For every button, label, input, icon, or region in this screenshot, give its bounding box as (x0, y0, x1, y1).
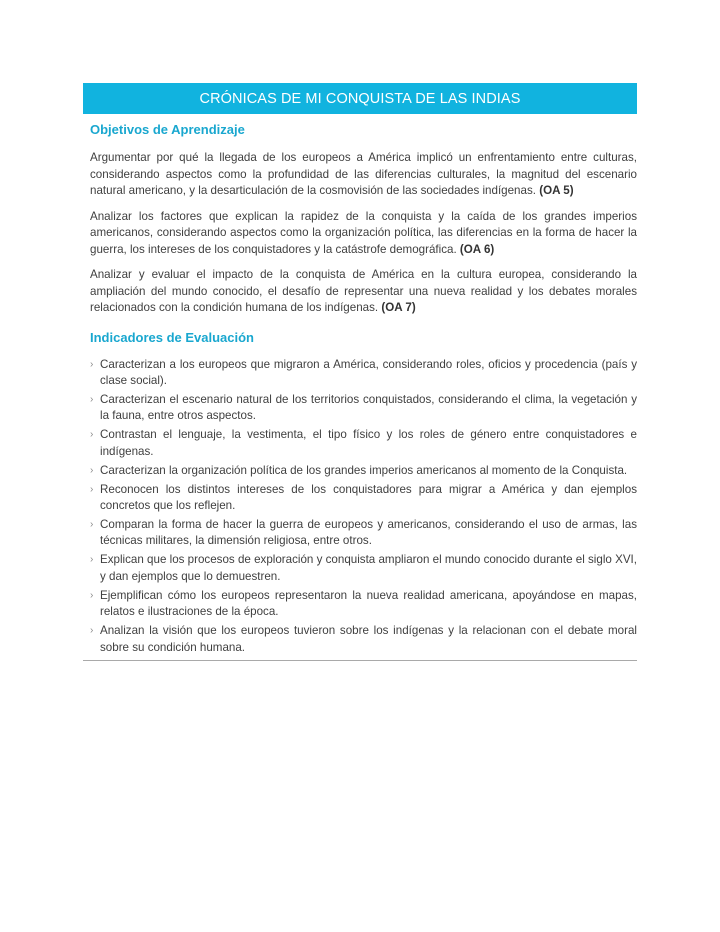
indicator-item (90, 623, 637, 656)
indicator-text: Explican que los procesos de exploración y conquista ampliaron el mundo conocido durante el siglo XVI, y dan ejemplos que lo demuestren. (100, 553, 637, 583)
objective-code: (OA 6) (459, 242, 495, 256)
indicator-item (90, 482, 637, 515)
indicator-item (90, 517, 637, 550)
bottom-divider (83, 660, 637, 661)
indicators-list (83, 357, 637, 657)
indicator-text: Comparan la forma de hacer la guerra de europeos y americanos, considerando el uso de armas, las técnicas militares, la dimensión religiosa, entre otros. (100, 517, 637, 548)
objectives-list (83, 150, 637, 317)
indicator-item (90, 463, 637, 480)
indicator-text: Caracterizan la organización política de los grandes imperios americanos al momento de la Conquista. (100, 463, 628, 477)
objective-text: Analizar los factores que explican la rapidez de la conquista y la caída de los grandes imperios americanos, considerando aspectos como la organización política, las diferencias en la forma de hacer la guerra, los intereses de los conquistadores y la catástrofe demográfica. (90, 209, 637, 256)
indicator-item (90, 552, 637, 585)
indicator-text: Analizan la visión que los europeos tuvieron sobre los indígenas y la relacionan con el debate moral sobre su condición humana. (100, 624, 637, 654)
document-page (83, 83, 637, 669)
indicator-text: Caracterizan a los europeos que migraron a América, considerando roles, oficios y procedencia (país y clase social). (100, 357, 637, 387)
indicator-item (90, 357, 637, 390)
page-title: CRÓNICAS DE MI CONQUISTA DE LAS INDIAS (199, 90, 521, 107)
chevron-right-icon: › (90, 464, 94, 476)
objective-item (90, 209, 637, 259)
chevron-right-icon: › (90, 554, 94, 566)
title-banner (83, 83, 637, 114)
objective-code: (OA 7) (381, 301, 416, 314)
chevron-right-icon: › (90, 518, 94, 530)
objectives-heading: Objetivos de Aprendizaje (90, 122, 245, 137)
indicator-item (90, 427, 637, 460)
objective-item (90, 267, 637, 317)
indicator-item (90, 588, 637, 621)
objective-code: (OA 5) (539, 184, 574, 197)
indicator-text: Ejemplifican cómo los europeos representaron la nueva realidad americana, apoyándose en mapas, relatos e ilustraciones de la época. (100, 588, 637, 619)
chevron-right-icon: › (90, 483, 94, 495)
objective-text: Analizar y evaluar el impacto de la conquista de América en la cultura europea, considerando la ampliación del mundo conocido, el desafío de representar una nueva realidad y los debates morales relacionados con la condición humana de los indígenas. (90, 268, 637, 314)
chevron-right-icon: › (90, 625, 94, 637)
chevron-right-icon: › (90, 429, 94, 441)
chevron-right-icon: › (90, 589, 94, 601)
indicators-heading: Indicadores de Evaluación (90, 329, 254, 345)
indicator-text: Caracterizan el escenario natural de los territorios conquistados, considerando el clima, la vegetación y la fauna, entre otros aspectos. (100, 392, 637, 423)
chevron-right-icon: › (90, 393, 94, 405)
indicator-text: Contrastan el lenguaje, la vestimenta, el tipo físico y los roles de género entre conquistadores e indígenas. (100, 428, 637, 458)
objective-text: Argumentar por qué la llegada de los europeos a América implicó un enfrentamiento entre culturas, considerando aspectos como la profundidad de las diferencias culturales, la magnitud del escenario natural americano, y la desarticulación de la cosmovisión de las sociedades indígenas. (90, 151, 637, 197)
chevron-right-icon: › (90, 358, 94, 370)
indicator-text: Reconocen los distintos intereses de los conquistadores para migrar a América y dan ejemplos concretos que los reflejen. (100, 482, 637, 513)
indicator-item (90, 392, 637, 425)
objective-item (90, 150, 637, 200)
